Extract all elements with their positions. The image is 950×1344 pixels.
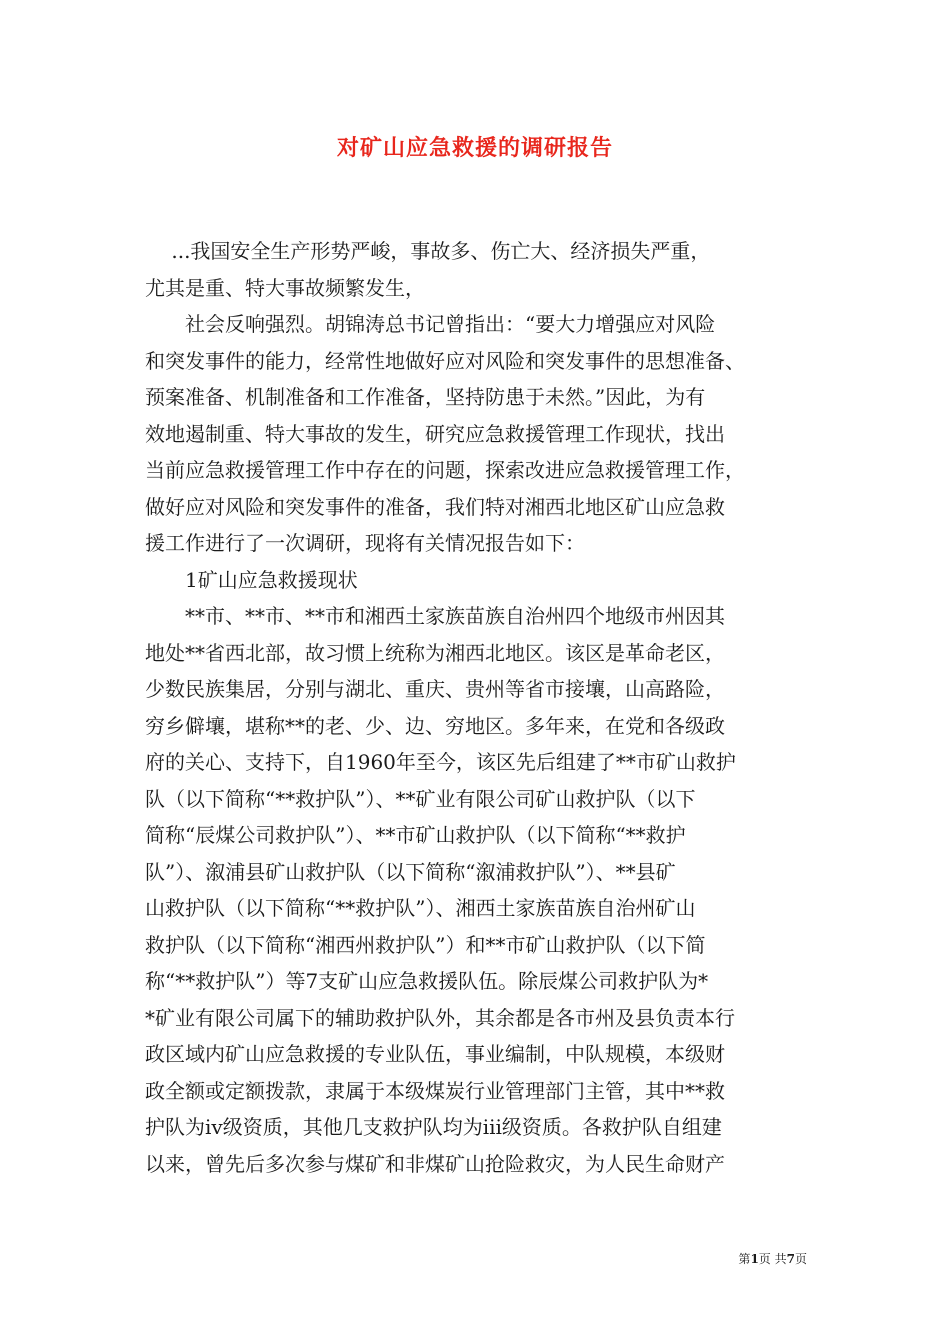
body-line: 穷乡僻壤，堪称**的老、少、边、穷地区。多年来，在党和各级政 xyxy=(145,713,725,738)
body-line: 社会反响强烈。胡锦涛总书记曾指出：“要大力增强应对风险 xyxy=(145,312,716,336)
body-line: 府的关心、支持下，自1960年至今，该区先后组建了**市矿山救护 xyxy=(145,750,736,774)
body-line: 和突发事件的能力，经常性地做好应对风险和突发事件的思想准备、 xyxy=(145,348,745,373)
body-line: 当前应急救援管理工作中存在的问题，探索改进应急救援管理工作， xyxy=(145,458,745,482)
body-line: 1矿山应急救援现状 xyxy=(145,567,358,592)
body-line: 护队为ⅳ级资质，其他几支救护队均为ⅲ级资质。各救护队自组建 xyxy=(145,1115,722,1139)
footer-middle: 页 共 xyxy=(758,1252,787,1266)
footer-total-pages: 7 xyxy=(786,1252,795,1266)
body-line: 效地遏制重、特大事故的发生，研究应急救援管理工作现状，找出 xyxy=(145,421,725,446)
document-body xyxy=(145,233,815,1182)
body-line: 政全额或定额拨款，隶属于本级煤炭行业管理部门主管，其中**救 xyxy=(145,1078,725,1103)
body-line: 尤其是重、特大事故频繁发生， xyxy=(145,275,425,300)
footer-prefix: 第 xyxy=(738,1252,751,1266)
body-line: 队”）、溆浦县矿山救护队（以下简称“溆浦救护队”）、**县矿 xyxy=(145,859,676,884)
body-line: 以来，曾先后多次参与煤矿和非煤矿山抢险救灾，为人民生命财产 xyxy=(145,1151,725,1176)
body-line: ...我国安全生产形势严峻，事故多、伤亡大、经济损失严重， xyxy=(145,239,711,263)
body-line: 队（以下简称“**救护队”）、**矿业有限公司矿山救护队（以下 xyxy=(145,786,696,811)
body-line: 预案准备、机制准备和工作准备，坚持防患于未然。”因此，为有 xyxy=(145,385,706,409)
footer-suffix: 页 xyxy=(794,1252,807,1266)
body-line: 做好应对风险和突发事件的准备，我们特对湘西北地区矿山应急救 xyxy=(145,494,725,519)
body-line: 政区域内矿山应急救援的专业队伍，事业编制，中队规模，本级财 xyxy=(145,1042,725,1066)
body-line: 救护队（以下简称“湘西州救护队”）和**市矿山救护队（以下简 xyxy=(145,932,706,957)
body-line: 称“**救护队”）等7支矿山应急救援队伍。除辰煤公司救护队为* xyxy=(145,969,709,993)
page-footer xyxy=(738,1250,807,1267)
body-line: **市、**市、**市和湘西土家族苗族自治州四个地级市州因其 xyxy=(145,604,725,628)
body-line: 山救护队（以下简称“**救护队”）、湘西土家族苗族自治州矿山 xyxy=(145,896,696,920)
body-line: 简称“辰煤公司救护队”）、**市矿山救护队（以下简称“**救护 xyxy=(145,823,686,847)
body-line: 少数民族集居，分别与湖北、重庆、贵州等省市接壤，山高路险， xyxy=(145,677,725,701)
body-line: *矿业有限公司属下的辅助救护队外，其余都是各市州及县负责本行 xyxy=(145,1005,735,1030)
body-line: 地处**省西北部，故习惯上统称为湘西北地区。该区是革命老区， xyxy=(145,640,725,665)
body-line: 援工作进行了一次调研，现将有关情况报告如下： xyxy=(145,531,585,555)
footer-current-page: 1 xyxy=(750,1252,759,1266)
document-title: 对矿山应急救援的调研报告 xyxy=(336,135,613,161)
